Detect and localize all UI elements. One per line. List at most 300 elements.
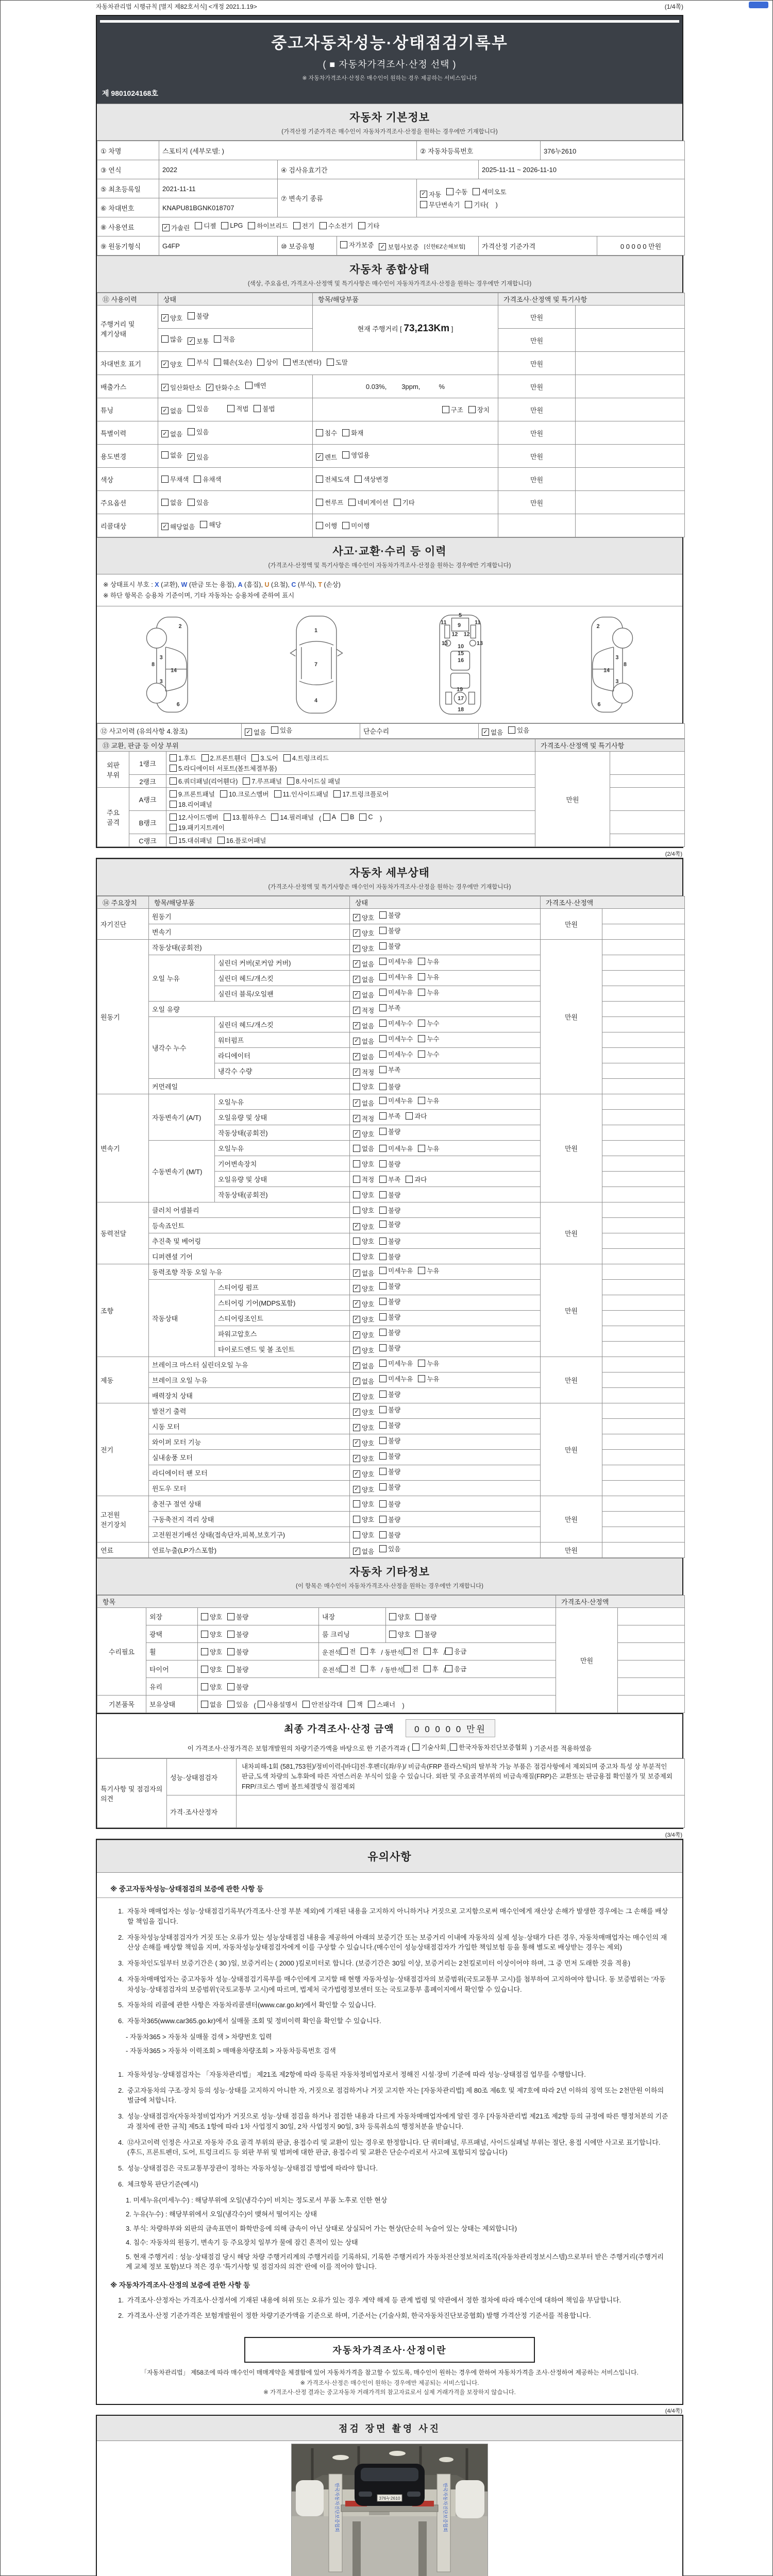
notice-subitem: - 자동차365 > 자동차 이력조회 > 매매용차량조회 > 자동차등록번호 검색 (126, 2047, 336, 2055)
table-cell (350, 1249, 541, 1264)
checkbox: ✓ 양호 (353, 1454, 374, 1463)
checkbox: 미세누유 (379, 1374, 413, 1383)
notice-item: 3. 자동차인도일부터 보증기간은 ( 30 )일, 보증거리는 ( 2000 )킬로미터로 합니다. (보증기간은 30일 이상, 보증거리는 2천킬로미터 이상이어야 하며, 그 중 먼저 도래한 것을 적용) (118, 1959, 631, 1968)
table-cell (602, 1141, 685, 1156)
table-cell: 2021-11-11 (159, 179, 278, 198)
checkbox: 기타 (358, 221, 379, 230)
notice-subitem: 2. 누유(누수) : 해당부위에서 오일(냉각수)이 맺혀서 떨어지는 상태 (126, 2210, 317, 2218)
checkbox: 무채색 (161, 474, 189, 484)
table-cell (350, 1295, 541, 1311)
table-cell (350, 986, 541, 1002)
checkbox: 누수 (418, 1019, 439, 1028)
table-cell: ⑫ 사고이력 (유의사항 4.참조) (97, 723, 242, 739)
table-cell: 오일누유 (215, 1094, 350, 1110)
checkbox: 불량 (379, 1190, 400, 1199)
table-cell (602, 1233, 685, 1249)
checkbox: A (323, 814, 336, 821)
checkbox: ✓ 양호 (353, 1438, 374, 1448)
table-cell (602, 955, 685, 971)
svg-text:15: 15 (458, 650, 464, 657)
checkbox: ✓ 양호 (353, 913, 374, 922)
corner-badge-icon (749, 2, 768, 8)
table-cell (350, 955, 541, 971)
notice-item: 1. 자동차 매매업자는 성능·상태점검기록부(가격조사·산정 부분 제외)에 기재된 내용을 고지하지 아니하거나 거짓으로 고지함으로써 매수인에게 재산상 손해가 발생한 경우에는 그 손해를 배상할 책임을 집니다. (118, 1907, 668, 1925)
table-cell: 운전석 전 후 / 동반석 전 후 / 응급 (319, 1660, 556, 1678)
checkbox: 14.필러패널 (271, 812, 314, 822)
checkbox: 9.프론트패널 (170, 789, 215, 799)
notice-item: 4. 자동차매매업자는 중고자동차 성능·상태점검기록부를 매수인에게 고지할 때 현행 자동차성능·상태점검자의 보증범위(국토교통부 고시)를 첨부하여 고지하여야 합니다. 동 보증범위는 '자동차성능·상태점검자의 보증범위'(국토교통부 고시)에 따르며, 법제처 국가법령정보센터 또는 국토교통부 홈페이지에서 확인할 수 있습니다. (118, 1975, 666, 1993)
table-cell (350, 1017, 541, 1032)
table-cell (602, 1156, 685, 1172)
table-cell: 외판 부위 (97, 752, 129, 788)
checkbox: 6.쿼더패널(리어휀다) (170, 776, 238, 786)
column-header: 가격조사·산정액 (541, 896, 685, 909)
table-cell: 스포티지 (세부모델: ) (159, 141, 417, 160)
notice-item: 2. 자동차성능상태점검자가 거짓 또는 오류가 있는 성능상태점검 내용을 제공하여 아래의 보증기간 또는 보증거리 이내에 자동차의 실제 성능·상태가 다른 경우, 자동차매매업자는 매수인의 재산상 손해를 배상할 책임을 지며, 자동차성능상태점검자에게 이를 구상할 수 있습니다.(매수인이 성능상태점검자가 가입한 책임보험 등을 통해 별도로 배상받는 경우는 제외) (118, 1933, 667, 1952)
checkbox: 수소전기 (320, 221, 353, 230)
table-cell: 색상 (97, 468, 158, 491)
checkbox: 미세누유 (379, 957, 413, 966)
svg-text:376누2610: 376누2610 (379, 2495, 400, 2501)
band-stripe (100, 20, 679, 23)
checkbox: ✓ 없음 (353, 1098, 374, 1108)
checkbox: 전 (341, 1647, 356, 1656)
svg-text:12: 12 (451, 631, 458, 638)
table-cell (602, 971, 685, 986)
checkbox: ✓ 없음 (161, 429, 182, 438)
table-cell: 구동축전지 격리 상태 (149, 1512, 350, 1527)
table-cell: 1랭크 (129, 752, 166, 775)
table-cell: 오일유량 및 상태 (215, 1172, 350, 1187)
table-cell (602, 1280, 685, 1295)
checkbox: 사용설명서 (258, 1700, 297, 1709)
table-cell: B랭크 (129, 811, 166, 834)
page-1 (96, 15, 683, 848)
table-cell (602, 1048, 685, 1063)
column-header: ⑪ 사용이력 (97, 293, 158, 306)
checkbox: 15.대쉬패널 (170, 836, 212, 845)
table-cell (158, 468, 313, 491)
checkbox: 전기 (293, 221, 314, 230)
table-cell: 오일유량 및 상태 (215, 1110, 350, 1125)
checkbox: 양호 (201, 1630, 222, 1639)
checkbox: 12.사이드멤버 (170, 812, 219, 822)
checkbox: ✓ 없음 (353, 975, 374, 984)
checkbox: ✓ 양호 (353, 1330, 374, 1340)
checkbox: 양호 (201, 1647, 222, 1656)
notice-item: 2. 중고자동차의 구조·장치 등의 성능·상태를 고지하지 아니한 자, 거짓으로 점검하거나 거짓 고지한 자는 [자동차관리법] 제 80조 제6호 및 제7호에 따라 2년 이하의 징역 또는 2천만원 이하의 벌금에 처합니다. (118, 2086, 664, 2105)
table-cell (602, 1512, 685, 1527)
checkbox: ✓ 보통 (188, 336, 209, 346)
column-header: 상태 (350, 896, 541, 909)
table-cell: 브레이크 오일 누유 (149, 1372, 350, 1388)
table-cell (313, 445, 498, 468)
checkbox: ✓ 없음 (353, 1052, 374, 1061)
checkbox: 양호 (353, 1515, 374, 1524)
checkbox: 기타( ) (465, 200, 497, 209)
checkbox: 양호 (353, 1190, 374, 1199)
table-cell: 만원 (541, 1202, 602, 1264)
table-cell: 배출가스 (97, 375, 158, 398)
table-cell (602, 1496, 685, 1512)
table-cell (350, 1187, 541, 1202)
checkbox: 불량 (379, 1159, 400, 1168)
table-cell: 커먼레일 (149, 1079, 350, 1094)
svg-text:3: 3 (615, 654, 619, 660)
checkbox: 잭 (348, 1700, 363, 1709)
table-cell: ⑤ 최초등록일 (97, 179, 159, 198)
document-number: 제 9801024168호 (102, 89, 158, 97)
notice-subitem: 4. 침수: 자동차의 원동기, 변속기 등 주요장치 일부가 물에 잠긴 흔적이 있는 상태 (126, 2239, 358, 2247)
notice-item: 5. 성능·상태점검은 국토교통부장관이 정하는 자동차성능·상태점검 방법에 따라야 합니다. (118, 2164, 378, 2173)
checkbox: ✓ 양호 (161, 360, 182, 369)
car-diagram-side-left (139, 612, 206, 717)
checkbox: ✓ 양호 (353, 1423, 374, 1432)
table-cell (602, 924, 685, 940)
checkbox: 전체도색 (316, 474, 349, 484)
notice-subitem: - 자동차365 > 자동차 실매물 검색 > 차량번호 입력 (126, 2032, 272, 2041)
checkbox: 미이행 (342, 521, 369, 530)
notice-section-heading: ※ 자동차가격조사·산정의 보증에 관한 사항 등 (110, 2281, 250, 2289)
inspector-comment: 내차피해-1회 (581,753원)/정비이력-[바디]전·후펜더(좌/우)/ 비금속(FRP 플라스틱)의 탈부착 가능 부품은 점검사항에서 제외되며 중고차 특성 상 부분적인 판금,도색 차량의 노후화에 따른 자연스러운 부식이 있을 수 있습니다. 외판 및 주요골격부위의 비금속재질(FRP)은 교환또는 판금용접 확인불가 및 보증제외 FRP/크로스 멤버 볼트체결방식 점검제외 (237, 1759, 685, 1795)
table-cell: 만원 (541, 1264, 602, 1357)
table-cell (602, 1403, 685, 1419)
column-header: 상태 (158, 293, 313, 306)
table-cell: 실린더 블록/오일팬 (215, 986, 350, 1002)
table-cell: 수동변속기 (M/T) (149, 1141, 215, 1202)
table-cell: 자동변속기 (A/T) (149, 1094, 215, 1141)
table-cell (350, 1233, 541, 1249)
table-cell (350, 1264, 541, 1280)
checkbox: 부족 (379, 1111, 400, 1121)
column-header: 가격조사·산정액 (556, 1596, 685, 1608)
photo-section-title: 점검 장면 촬영 사진 (97, 2416, 682, 2441)
checkbox: 과다 (406, 1175, 427, 1184)
table-cell (350, 1434, 541, 1450)
checkbox: ✓ 양호 (353, 1222, 374, 1231)
checkbox: 누유 (418, 1144, 439, 1153)
page-marker-3: (3/4쪽) (665, 1832, 682, 1839)
inspection-photo-front (291, 2444, 488, 2576)
table-cell (350, 1172, 541, 1187)
table-cell: 단순수리 (360, 723, 479, 739)
checkbox: ✓ 없음 (245, 727, 266, 737)
glossary-note-2: ※ 가격조사·산정 결과는 중고자동차 거래가격의 참고자료로서 실제 거래가격을 보장하지 않습니다. (263, 2389, 516, 2396)
table-cell (350, 1094, 541, 1110)
table-cell (602, 1357, 685, 1372)
table-cell: 연료 (97, 1543, 149, 1558)
checkbox: 수동 (446, 187, 467, 196)
checkbox: ✓ 없음 (353, 1021, 374, 1030)
table-cell: 시동 모터 (149, 1419, 350, 1434)
table-cell (602, 1465, 685, 1481)
checkbox: 미세누수 (379, 1049, 413, 1059)
table-cell: 타이로드엔드 및 볼 조인트 (215, 1342, 350, 1357)
final-price-note: 이 가격조사·산정가격은 보험개발원의 차량기준가액을 바탕으로 한 기준가격과 ( 기술사회 , 한국자동차진단보증협회 ) 기준서를 적용하였음 (97, 1739, 682, 1758)
checkbox: ✓ 없음 (161, 406, 182, 415)
table-cell: ② 자동차등록번호 (417, 141, 541, 160)
checkbox: 불량 (379, 1312, 400, 1321)
table-cell (602, 1032, 685, 1048)
svg-text:6: 6 (597, 701, 601, 708)
table-cell: 파워고압호스 (215, 1326, 350, 1342)
table-cell: 만원 (541, 1496, 602, 1543)
checkbox: ✓ 가솔린 (162, 223, 190, 232)
table-cell (576, 421, 685, 445)
checkbox: 기술사회 (412, 1742, 446, 1752)
checkbox: 불량 (379, 1451, 400, 1461)
checkbox: 불량 (379, 941, 400, 951)
checkbox: 불량 (188, 311, 209, 320)
table-cell (602, 1311, 685, 1326)
table-cell (350, 1543, 541, 1558)
checkbox: 부족 (379, 1003, 400, 1012)
table-cell (158, 514, 313, 537)
checkbox: 불량 (379, 1281, 400, 1291)
checkbox: 기타 (394, 498, 415, 507)
checkbox: ✓ 없음 (353, 1361, 374, 1370)
table-cell: 변속기 (149, 924, 350, 940)
table-cell: 추진축 및 베어링 (149, 1233, 350, 1249)
table-cell: 클러치 어셈블리 (149, 1202, 350, 1218)
svg-text:12: 12 (464, 631, 470, 638)
checkbox: C (359, 814, 373, 821)
checkbox: 누유 (418, 988, 439, 997)
notice-item: 4. ⑫사고이력 인정은 사고로 자동차 주요 골격 부위의 판금, 용접수리 및 교환이 있는 경우로 한정합니다. 단 쿼터패널, 루프패널, 사이드실패널 부위는 절단, 용접 시에만 사고로 표기합니다. (후드, 프론트펜더, 도어, 트렁크리드 등 외판 부위 및 범퍼에 대한 판금, 용접수리 및 교환은 단순수리로서 사고에 포함되지 않습니다) (118, 2138, 661, 2157)
page-marker-4: (4/4쪽) (665, 2408, 682, 2414)
checkbox: 양호 (353, 1236, 374, 1246)
svg-text:8: 8 (152, 661, 155, 668)
table-cell: 휠 (146, 1643, 198, 1660)
checkbox: ✓ 양호 (353, 928, 374, 938)
table-cell (602, 1527, 685, 1543)
table-cell (350, 1419, 541, 1434)
table-cell (350, 1218, 541, 1233)
table-cell (198, 1660, 319, 1678)
checkbox: 도말 (327, 358, 348, 367)
table-cell: 배력장치 상태 (149, 1388, 350, 1403)
table-cell (602, 1172, 685, 1187)
checkbox: ✓ 양호 (353, 1469, 374, 1479)
svg-text:14: 14 (603, 667, 610, 674)
checkbox: 있음 (379, 1544, 400, 1553)
table-cell: 동력조향 작동 오일 누유 (149, 1264, 350, 1280)
checkbox: ✓ 양호 (353, 1315, 374, 1324)
table-cell (350, 1342, 541, 1357)
table-cell: ① 차명 (97, 141, 159, 160)
table-cell (602, 1094, 685, 1110)
table-cell: 만원 (535, 752, 610, 847)
checkbox: 불량 (379, 1436, 400, 1445)
checkbox: 불량 (379, 1328, 400, 1337)
svg-text:4: 4 (314, 697, 317, 704)
table-cell: 실내송풍 모터 (149, 1450, 350, 1465)
checkbox: 적음 (214, 334, 235, 344)
checkbox: 전 (404, 1647, 418, 1656)
table-cell: 충전구 절연 상태 (149, 1496, 350, 1512)
table-cell: 스티어링 펌프 (215, 1280, 350, 1295)
checkbox: 불량 (379, 1515, 400, 1524)
table-cell: 만원 (498, 491, 576, 514)
checkbox: 3.도어 (251, 753, 278, 762)
checkbox: 장치 (468, 405, 490, 414)
table-cell (198, 1608, 319, 1625)
checkbox: 1.후드 (170, 753, 196, 762)
table-cell: ⑩ 보증유형 (278, 236, 337, 256)
checkbox: 부족 (379, 1065, 400, 1074)
table-cell: 주요옵션 (97, 491, 158, 514)
table-cell (602, 1342, 685, 1357)
checkbox: 미세누수 (379, 1034, 413, 1043)
table-cell (602, 1543, 685, 1558)
checkbox: 불량 (379, 1206, 400, 1215)
table-cell (158, 491, 313, 514)
table-cell (610, 788, 685, 811)
column-header: 가격조사·산정액 및 특기사항 (498, 293, 685, 306)
svg-text:11: 11 (475, 619, 481, 625)
checkbox: 후 (361, 1647, 376, 1656)
checkbox: 없음 (161, 450, 182, 460)
checkbox: 매연 (245, 381, 266, 390)
opinion-row1-label: 성능·상태점검자 (167, 1759, 237, 1795)
table-cell (198, 1678, 556, 1696)
page-title: 중고자동차성능·상태점검기록부 (271, 34, 508, 52)
table-cell: 조향 (97, 1264, 149, 1357)
checkbox: 미세누유 (379, 1359, 413, 1368)
column-header: ⑬ 교환, 판금 등 이상 부위 (97, 739, 535, 752)
detail-header: 자동차 세부상태 (가격조사·산정액 및 특기사항은 매수인이 자동차가격조사·산정을 원하는 경우에만 기재합니다) (97, 859, 682, 896)
top-line (96, 2, 683, 11)
checkbox: 8.사이드실 패널 (287, 776, 340, 786)
table-cell: 2022 (159, 160, 278, 179)
table-cell (313, 421, 498, 445)
notice-subitem: 5. 현재 주행거리 : 성능·상태점검 당시 해당 차량 주행거리계의 주행거리를 기록하되, 기록한 주행거리가 자동차전산정보처리조직(자동차관리정보시스템)으로부터 받은 주행거리(주행거리계 교체 정보 포함)보다 적은 경우 '특기사항 및 점검자의 의견' 란에 이를 적어야 합니다. (126, 2252, 664, 2271)
glossary-box (244, 2337, 535, 2363)
table-cell (158, 375, 313, 398)
table-cell (602, 1002, 685, 1017)
checkbox: 불량 (379, 1236, 400, 1246)
table-cell (602, 1218, 685, 1233)
svg-text:16: 16 (458, 657, 464, 664)
checkbox: 불량 (227, 1630, 248, 1639)
checkbox: ✓ 없음 (353, 1268, 374, 1278)
svg-text:한국자동차진단보증협회: 한국자동차진단보증협회 (443, 2482, 448, 2532)
table-cell: 외장 (146, 1608, 198, 1625)
checkbox: 있음 (508, 725, 529, 735)
checkbox: 17.트렁크플로어 (333, 789, 389, 799)
checkbox: ✓ 양호 (353, 1299, 374, 1309)
checkbox: 자가보증 (340, 240, 374, 249)
table-cell (350, 1002, 541, 1017)
checkbox: 무단변속기 (420, 200, 460, 209)
glossary-note-1: ※ 가격조사·산정은 매수인이 원하는 경우에만 제공되는 서비스입니다. (300, 2380, 479, 2387)
photo-front-wrap (97, 2441, 682, 2576)
table-cell (618, 1696, 685, 1713)
checkbox: 전 (404, 1664, 418, 1673)
checkbox: 네비게이션 (348, 498, 388, 507)
checkbox: 상이 (257, 358, 278, 367)
table-cell (350, 1202, 541, 1218)
table-cell: ③ 연식 (97, 160, 159, 179)
checkbox: ✓ 해당없음 (161, 522, 195, 531)
table-cell (166, 752, 535, 775)
checkbox: 있음 (188, 404, 209, 413)
checkbox: 미세누수 (379, 1019, 413, 1028)
checkbox: 불량 (227, 1647, 248, 1656)
checkbox: 부식 (188, 358, 209, 367)
page-marker-3-row (96, 1829, 683, 1839)
table-cell (576, 306, 685, 329)
table-cell: 작동상태 (149, 1280, 215, 1357)
checkbox: ✓ 없음 (353, 1037, 374, 1046)
checkbox: 양호 (353, 1252, 374, 1261)
svg-text:한국자동차진단보증협회: 한국자동차진단보증협회 (334, 2482, 340, 2532)
svg-text:10: 10 (458, 643, 464, 650)
checkbox: 불량 (415, 1630, 436, 1639)
table-cell (498, 514, 576, 537)
checkbox: ✓ 없음 (353, 1547, 374, 1556)
checkbox: 불량 (227, 1682, 248, 1691)
table-cell: 워터펌프 (215, 1032, 350, 1048)
summary-table (97, 293, 685, 537)
notice-item: 1. 가격조사·산정자는 가격조사·산정서에 기재된 내용에 허위 또는 오류가 있는 경우 계약 해제 등 관계 법령 및 약관에서 정한 절차에 따라 매수인에 대하여 책임을 부담합니다. (118, 2296, 621, 2304)
legend-line-1: ※ 상태표시 부호 : X (교환), W (판금 또는 용접), A (흠집), U (요철), C (부식), T (손상) (103, 581, 341, 588)
checkbox: 양호 (353, 1159, 374, 1168)
checkbox: 양호 (389, 1630, 410, 1639)
table-cell: 만원 (498, 398, 576, 421)
notice-item: 3. 성능·상태점검자(자동차정비업자)가 거짓으로 성능·상태 점검을 하거나 점검한 내용과 다르게 자동차매매업자에게 알린 경우 [자동차관리법 제21조 제2항 등의 규정에 따른 행정처분의 기준과 절차에 관한 규칙] 제5조 1항에 따라 1차 사업정지 30일, 2차 사업정지 90일, 3차 등록취소의 행정처분을 받습니다. (118, 2112, 668, 2130)
table-cell (602, 1063, 685, 1079)
car-front-silhouette (355, 2464, 425, 2506)
checkbox: ✓ 양호 (353, 1129, 374, 1139)
svg-text:5: 5 (459, 612, 462, 619)
checkbox: 양호 (389, 1612, 410, 1621)
table-cell (417, 179, 685, 217)
table-cell (576, 352, 685, 375)
checkbox: 16.플로어패널 (217, 836, 266, 845)
table-cell: 만원 (541, 1543, 602, 1558)
table-cell: 작동상태(공회전) (215, 1125, 350, 1141)
checkbox: 누유 (418, 1096, 439, 1105)
table-cell: 라디에이터 (215, 1048, 350, 1063)
etc-header: 자동차 기타정보 (이 항목은 매수인이 자동차가격조사·산정을 원하는 경우에만 기재합니다) (97, 1558, 682, 1595)
table-cell (602, 1481, 685, 1496)
svg-text:17: 17 (458, 695, 464, 702)
svg-text:3: 3 (615, 678, 619, 685)
notice-section-heading: ※ 중고자동차성능·상태점검의 보증에 관한 사항 등 (110, 1885, 264, 1893)
table-cell: 냉각수 누수 (149, 1017, 215, 1079)
table-cell (350, 1403, 541, 1419)
checkbox: 화재 (342, 428, 363, 437)
table-cell (602, 1264, 685, 1280)
table-cell (350, 1496, 541, 1512)
table-cell: 냉각수 수량 (215, 1063, 350, 1079)
table-cell: 만원 (556, 1608, 618, 1713)
table-cell: 원동기 (97, 940, 149, 1094)
checkbox: ✓ 양호 (353, 1392, 374, 1401)
notice-subitem: 1. 미세누유(미세누수) : 해당부위에 오일(냉각수)이 비치는 정도로서 부품 노후로 인한 현상 (126, 2196, 388, 2204)
page-marker-2-row (96, 848, 683, 858)
notice-item: 6. 자동차365(www.car365.go.kr)에서 실매물 조회 및 정비이력 확인을 확인할 수 있습니다. (118, 2017, 381, 2025)
table-cell: ⑧ 사용연료 (97, 217, 159, 236)
checkbox: ✓ 없음 (353, 990, 374, 999)
table-cell: 만원 (498, 421, 576, 445)
table-cell: 만원 (498, 375, 576, 398)
checkbox: 미세누유 (379, 988, 413, 997)
checkbox: 유채색 (194, 474, 221, 484)
table-cell (602, 1202, 685, 1218)
table-cell: ⑨ 원동기형식 (97, 236, 159, 256)
